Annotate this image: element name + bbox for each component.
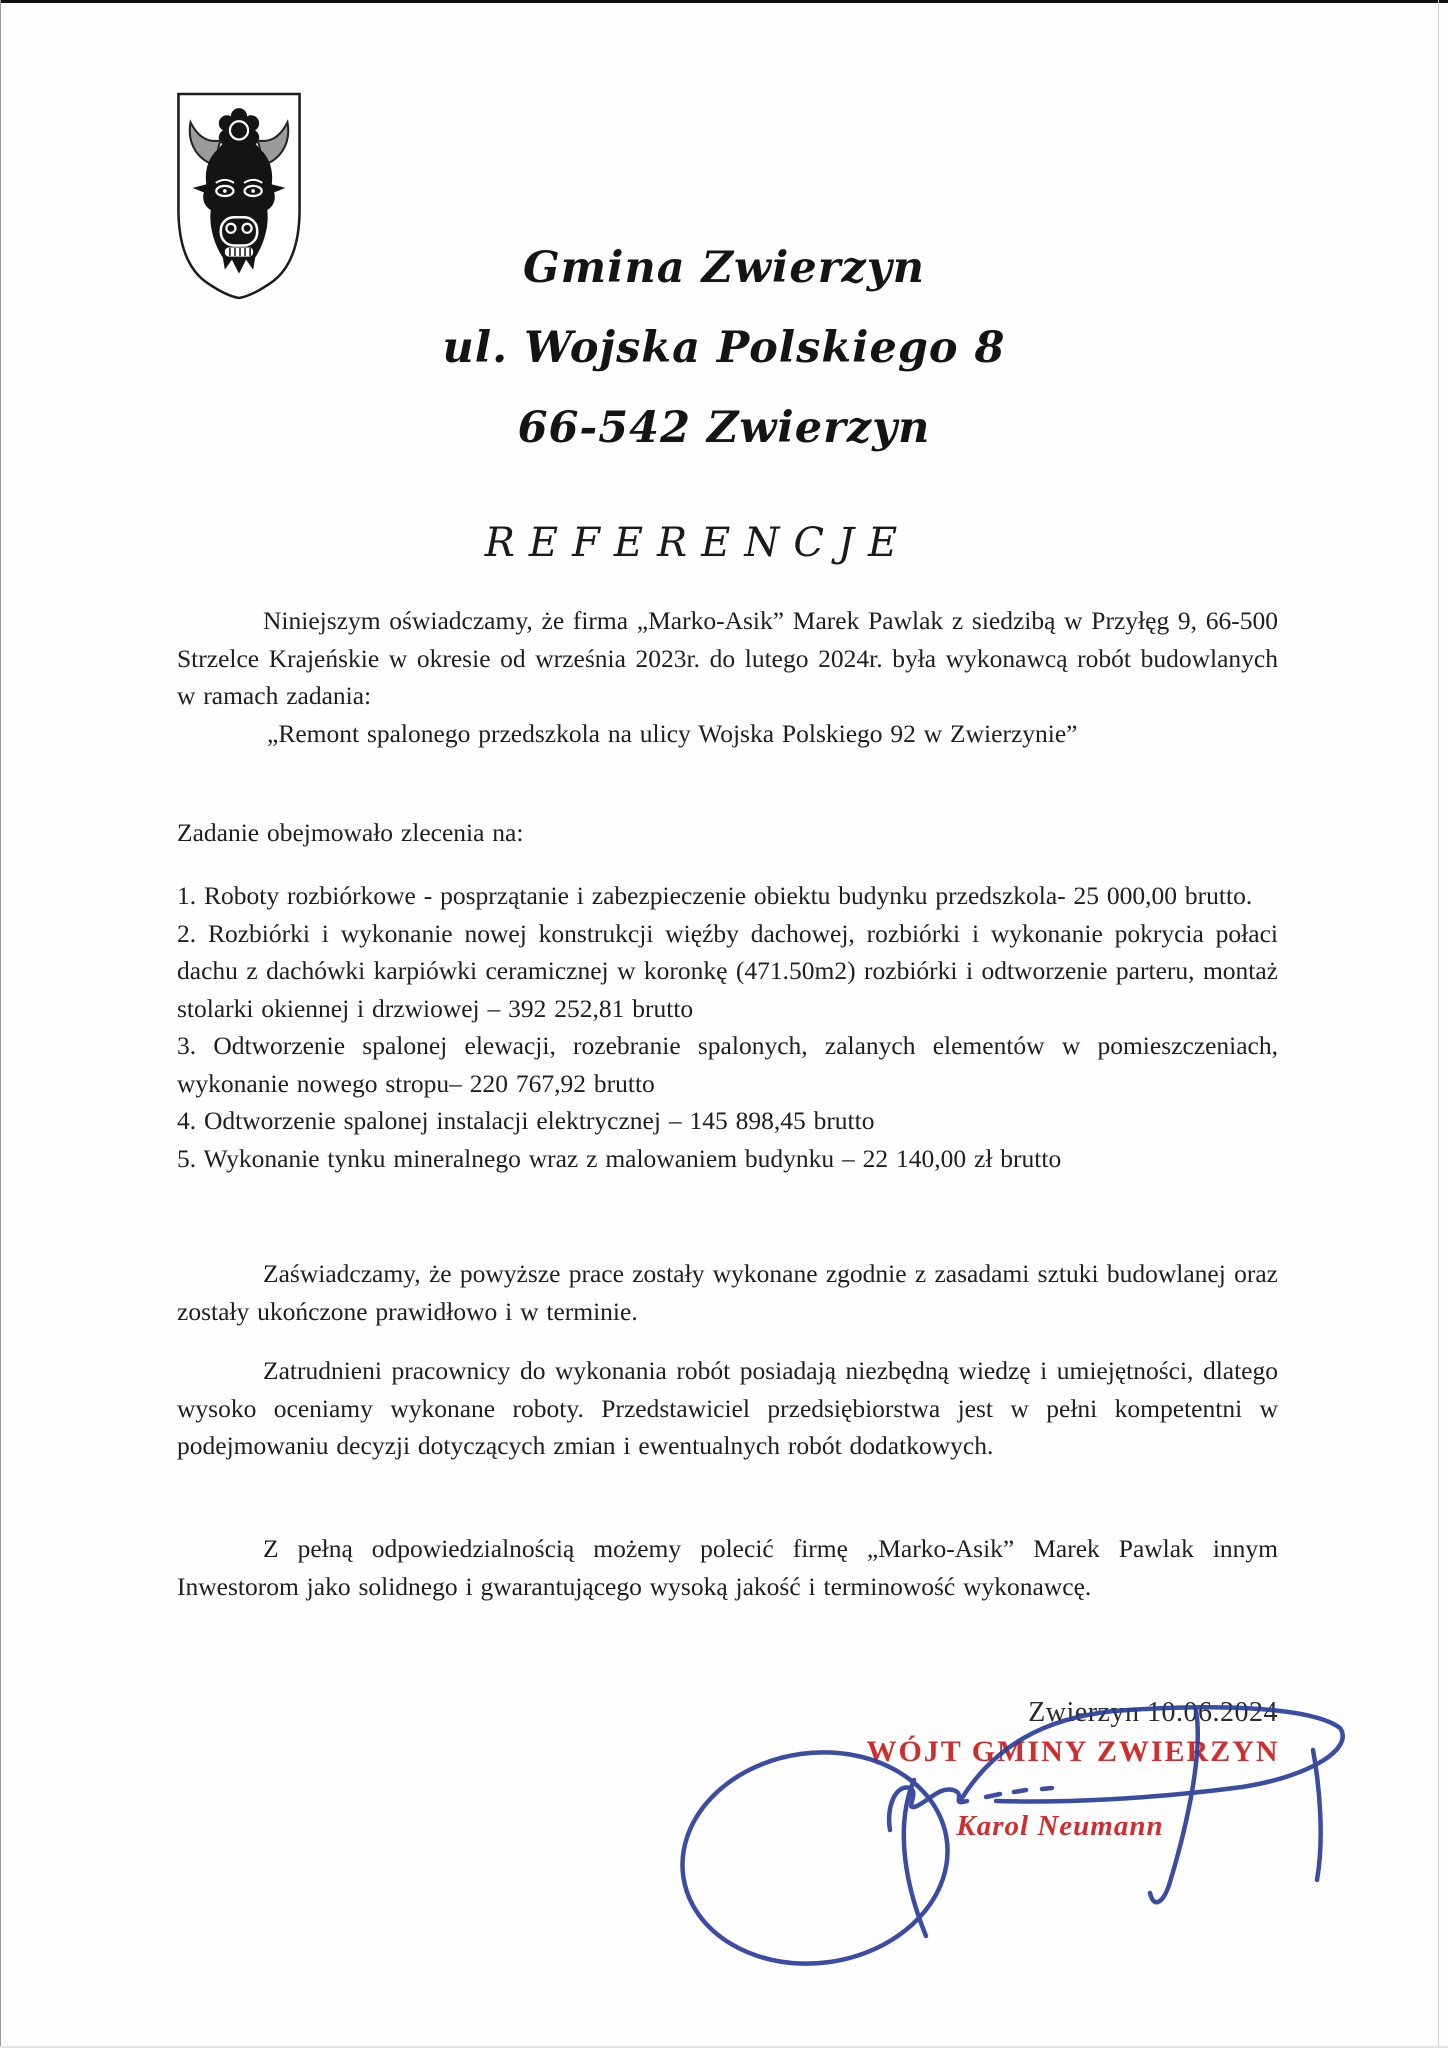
scan-edge-top: [0, 0, 1448, 3]
task-item-3: 3. Odtworzenie spalonej elewacji, rozebranie spalonych, zalanych elementów w pomieszczeniach, wykonanie nowego stropu– 220 767,92 brutto: [177, 1031, 1278, 1098]
staff-paragraph: Zatrudnieni pracownicy do wykonania robót posiadają niezbędną wiedzę i umiejętności, dlatego wysoko oceniamy wykonane roboty. Przedstawiciel przedsiębiorstwa jest w pełni kompetentni w podejmowaniu decyzji dotyczących zmian i ewentualnych robót dodatkowych.: [177, 1356, 1278, 1460]
signature-right-stroke: [1313, 1750, 1321, 1880]
signature-loop: [962, 1707, 1343, 1801]
org-address-city: 66-542 Zwierzyn: [517, 403, 931, 453]
recommendation-paragraph: Z pełną odpowiedzialnością możemy polecić firmę „Marko-Asik” Marek Pawlak innym Inwestorom jako solidnego i gwarantującego wysoką jakość i terminowość wykonawcę.: [177, 1534, 1278, 1601]
document-title: REFERENCJE: [484, 520, 912, 566]
task-item-4: 4. Odtworzenie spalonej instalacji elektrycznej – 145 898,45 brutto: [177, 1106, 875, 1135]
completion-paragraph: Zaświadczamy, że powyższe prace zostały wykonane zgodnie z zasadami sztuki budowlanej oraz zostały ukończone prawidłowo i w terminie.: [177, 1259, 1278, 1326]
letterhead: [0, 228, 1448, 468]
handwritten-signature: [640, 1640, 1380, 2000]
mayor-stamp-title: WÓJT GMINY ZWIERZYN: [866, 1735, 1280, 1768]
task-item-1: 1. Roboty rozbiórkowe - posprzątanie i zabezpieczenie obiektu budynku przedszkola- 25 000,00 brutto.: [177, 881, 1253, 910]
signature-ellipse: [669, 1736, 962, 1981]
signature-tall-stroke: [1150, 1710, 1198, 1902]
task-item-5: 5. Wykonanie tynku mineralnego wraz z malowaniem budynku – 22 140,00 zł brutto: [177, 1143, 1062, 1173]
org-address-street: ul. Wojska Polskiego 8: [442, 323, 1006, 373]
tasks-intro: Zadanie obejmowało zlecenia na:: [177, 818, 524, 847]
task-item-2: 2. Rozbiórki i wykonanie nowej konstrukcji więźby dachowej, rozbiórki i wykonanie pokrycia połaci dachu z dachówki karpiówki ceramicznej w koronkę (471.50m2) rozbiórki i odtworzenie parteru, montaż stolarki okiennej i drzwiowej – 392 252,81 brutto: [177, 918, 1278, 1023]
org-name: Gmina Zwierzyn: [522, 243, 926, 293]
task-quote: „Remont spalonego przedszkola na ulicy Wojska Polskiego 92 w Zwierzynie”: [267, 719, 1078, 748]
tasks-list: [177, 877, 1278, 1177]
intro-paragraph: Niniejszym oświadczamy, że firma „Marko-Asik” Marek Pawlak z siedzibą w Przyłęg 9, 66-500 Strzelce Krajeńskie w okresie od września 2023r. do lutego 2024r. była wykonawcą robót budowlanych w ramach zadania:: [177, 606, 1278, 710]
place-date: Zwierzyn 10.06.2024: [1028, 1697, 1278, 1728]
signer-name: Karol Neumann: [956, 1810, 1164, 1842]
rosette-center: [230, 121, 248, 139]
